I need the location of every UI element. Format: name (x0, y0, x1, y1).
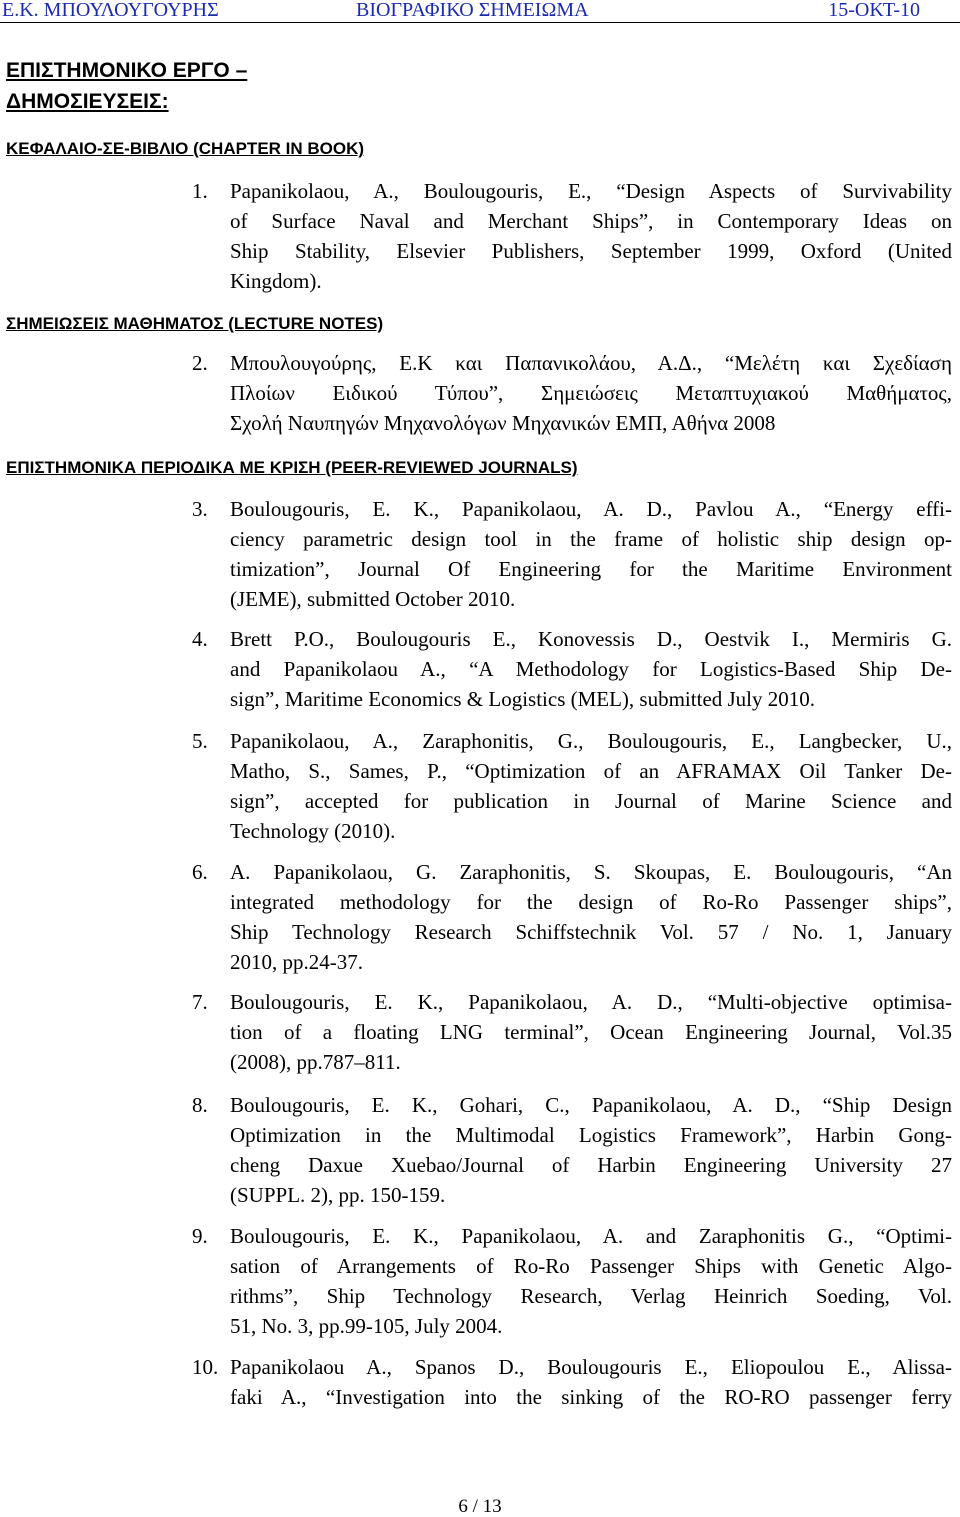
entry-number: 3. (192, 497, 208, 521)
entry-line: Boulougouris, E. K., Papanikolaou, A. D., Pavlou A., “Energy effi- (230, 497, 952, 521)
entry-line: ciency parametric design tool in the frame of holistic ship design op- (230, 527, 952, 551)
entry-line: 51, No. 3, pp.99-105, July 2004. (230, 1314, 503, 1338)
main-heading (6, 55, 247, 117)
publication-entry (192, 857, 952, 977)
page-number: 6 / 13 (458, 1496, 502, 1517)
header-date: 15-ΟΚΤ-10 (828, 0, 920, 21)
entry-line: integrated methodology for the design of Ro-Ro Passenger ships”, (230, 890, 952, 914)
entry-line: A. Papanikolaou, G. Zaraphonitis, S. Skoupas, E. Boulougouris, “An (230, 860, 952, 884)
publication-entry (192, 1090, 952, 1210)
publication-entry (192, 1221, 952, 1341)
entry-line: Papanikolaou, A., Zaraphonitis, G., Boulougouris, E., Langbecker, U., (230, 729, 952, 753)
entry-number: 8. (192, 1093, 208, 1117)
entry-number: 9. (192, 1224, 208, 1248)
entry-line: timization”, Journal Of Engineering for the Maritime Environment (230, 557, 952, 581)
entry-number: 4. (192, 627, 208, 651)
entry-text (230, 1221, 952, 1341)
entry-text (230, 987, 952, 1077)
entry-line: (SUPPL. 2), pp. 150-159. (230, 1183, 446, 1207)
main-heading-line2: ΔΗΜΟΣΙΕΥΣΕΙΣ: (6, 90, 169, 113)
entry-line: sign”, accepted for publication in Journal of Marine Science and (230, 789, 952, 813)
entry-line: sign”, Maritime Economics & Logistics (MEL), submitted July 2010. (230, 687, 816, 711)
section-lecture-notes: ΣΗΜΕΙΩΣΕΙΣ ΜΑΘΗΜΑΤΟΣ (LECTURE NOTES) (6, 314, 384, 333)
entry-line: faki A., “Investigation into the sinking of the RO-RO passenger ferry (230, 1385, 952, 1409)
entry-line: Optimization in the Multimodal Logistics Framework”, Harbin Gong- (230, 1123, 952, 1147)
entry-text (230, 1352, 952, 1412)
main-heading-line1: ΕΠΙΣΤΗΜΟΝΙΚΟ ΕΡΓΟ – (6, 59, 248, 82)
entry-line: tion of a floating LNG terminal”, Ocean Engineering Journal, Vol.35 (230, 1020, 952, 1044)
entry-number: 7. (192, 990, 208, 1014)
publication-entry (192, 348, 952, 438)
entry-number: 2. (192, 351, 208, 375)
entry-line: Boulougouris, E. K., Papanikolaou, A. D., “Multi-objective optimisa- (230, 990, 952, 1014)
entry-text (230, 1090, 952, 1210)
entry-line: Σχολή Ναυπηγών Μηχανολόγων Μηχανικών ΕΜΠ, Αθήνα 2008 (230, 411, 776, 435)
entry-number: 5. (192, 729, 208, 753)
entry-line: cheng Daxue Xuebao/Journal of Harbin Engineering University 27 (230, 1153, 952, 1177)
entry-line: Kingdom). (230, 269, 322, 293)
publication-entry (192, 494, 952, 614)
entry-number: 10. (192, 1355, 219, 1379)
publication-entry (192, 624, 952, 714)
header-doc-title: ΒΙΟΓΡΑΦΙΚΟ ΣΗΜΕΙΩΜΑ (356, 0, 589, 21)
entry-text (230, 624, 952, 714)
entry-text (230, 348, 952, 438)
entry-text (230, 176, 952, 296)
entry-line: Brett P.O., Boulougouris E., Konovessis D., Oestvik I., Mermiris G. (230, 627, 952, 651)
entry-line: Boulougouris, E. K., Gohari, C., Papanikolaou, A. D., “Ship Design (230, 1093, 952, 1117)
entry-line: Ship Technology Research Schiffstechnik Vol. 57 / No. 1, January (230, 920, 952, 944)
publication-entry (192, 987, 952, 1077)
entry-line: sation of Arrangements of Ro-Ro Passenger Ships with Genetic Algo- (230, 1254, 952, 1278)
publication-entry (192, 726, 952, 846)
section-chapter-in-book: ΚΕΦΑΛΑΙΟ-ΣΕ-ΒΙΒΛΙΟ (CHAPTER IN BOOK) (6, 139, 365, 158)
publication-entry (192, 176, 952, 296)
entry-number: 1. (192, 179, 208, 203)
entry-text (230, 857, 952, 977)
page-header (0, 0, 960, 23)
entry-line: (JEME), submitted October 2010. (230, 587, 516, 611)
entry-line: Ship Stability, Elsevier Publishers, September 1999, Oxford (United (230, 239, 952, 263)
entry-line: 2010, pp.24-37. (230, 950, 363, 974)
entry-line: of Surface Naval and Merchant Ships”, in Contemporary Ideas on (230, 209, 952, 233)
header-author: Ε.Κ. ΜΠΟΥΛΟΥΓΟΥΡΗΣ (2, 0, 219, 21)
entry-line: Boulougouris, E. K., Papanikolaou, A. and Zaraphonitis G., “Optimi- (230, 1224, 952, 1248)
entry-text (230, 494, 952, 614)
entry-number: 6. (192, 860, 208, 884)
entry-line: Matho, S., Sames, P., “Optimization of an AFRAMAX Oil Tanker De- (230, 759, 952, 783)
section-peer-reviewed-journals: ΕΠΙΣΤΗΜΟΝΙΚΑ ΠΕΡΙΟΔΙΚΑ ΜΕ ΚΡΙΣΗ (PEER-REVIEWED JOURNALS) (6, 458, 578, 477)
entry-line: and Papanikolaou A., “A Methodology for Logistics-Based Ship De- (230, 657, 952, 681)
entry-line: Papanikolaou A., Spanos D., Boulougouris E., Eliopoulou E., Alissa- (230, 1355, 952, 1379)
publication-entry (192, 1352, 952, 1412)
entry-line: Papanikolaou, A., Boulougouris, E., “Design Aspects of Survivability (230, 179, 952, 203)
entry-line: Technology (2010). (230, 819, 396, 843)
entry-line: Μπουλουγούρης, Ε.Κ και Παπανικολάου, Α.Δ., “Μελέτη και Σχεδίαση (230, 351, 952, 375)
entry-line: (2008), pp.787–811. (230, 1050, 401, 1074)
entry-text (230, 726, 952, 846)
entry-line: Πλοίων Ειδικού Τύπου”, Σημειώσεις Μεταπτυχιακού Μαθήματος, (230, 381, 952, 405)
entry-line: rithms”, Ship Technology Research, Verlag Heinrich Soeding, Vol. (230, 1284, 952, 1308)
